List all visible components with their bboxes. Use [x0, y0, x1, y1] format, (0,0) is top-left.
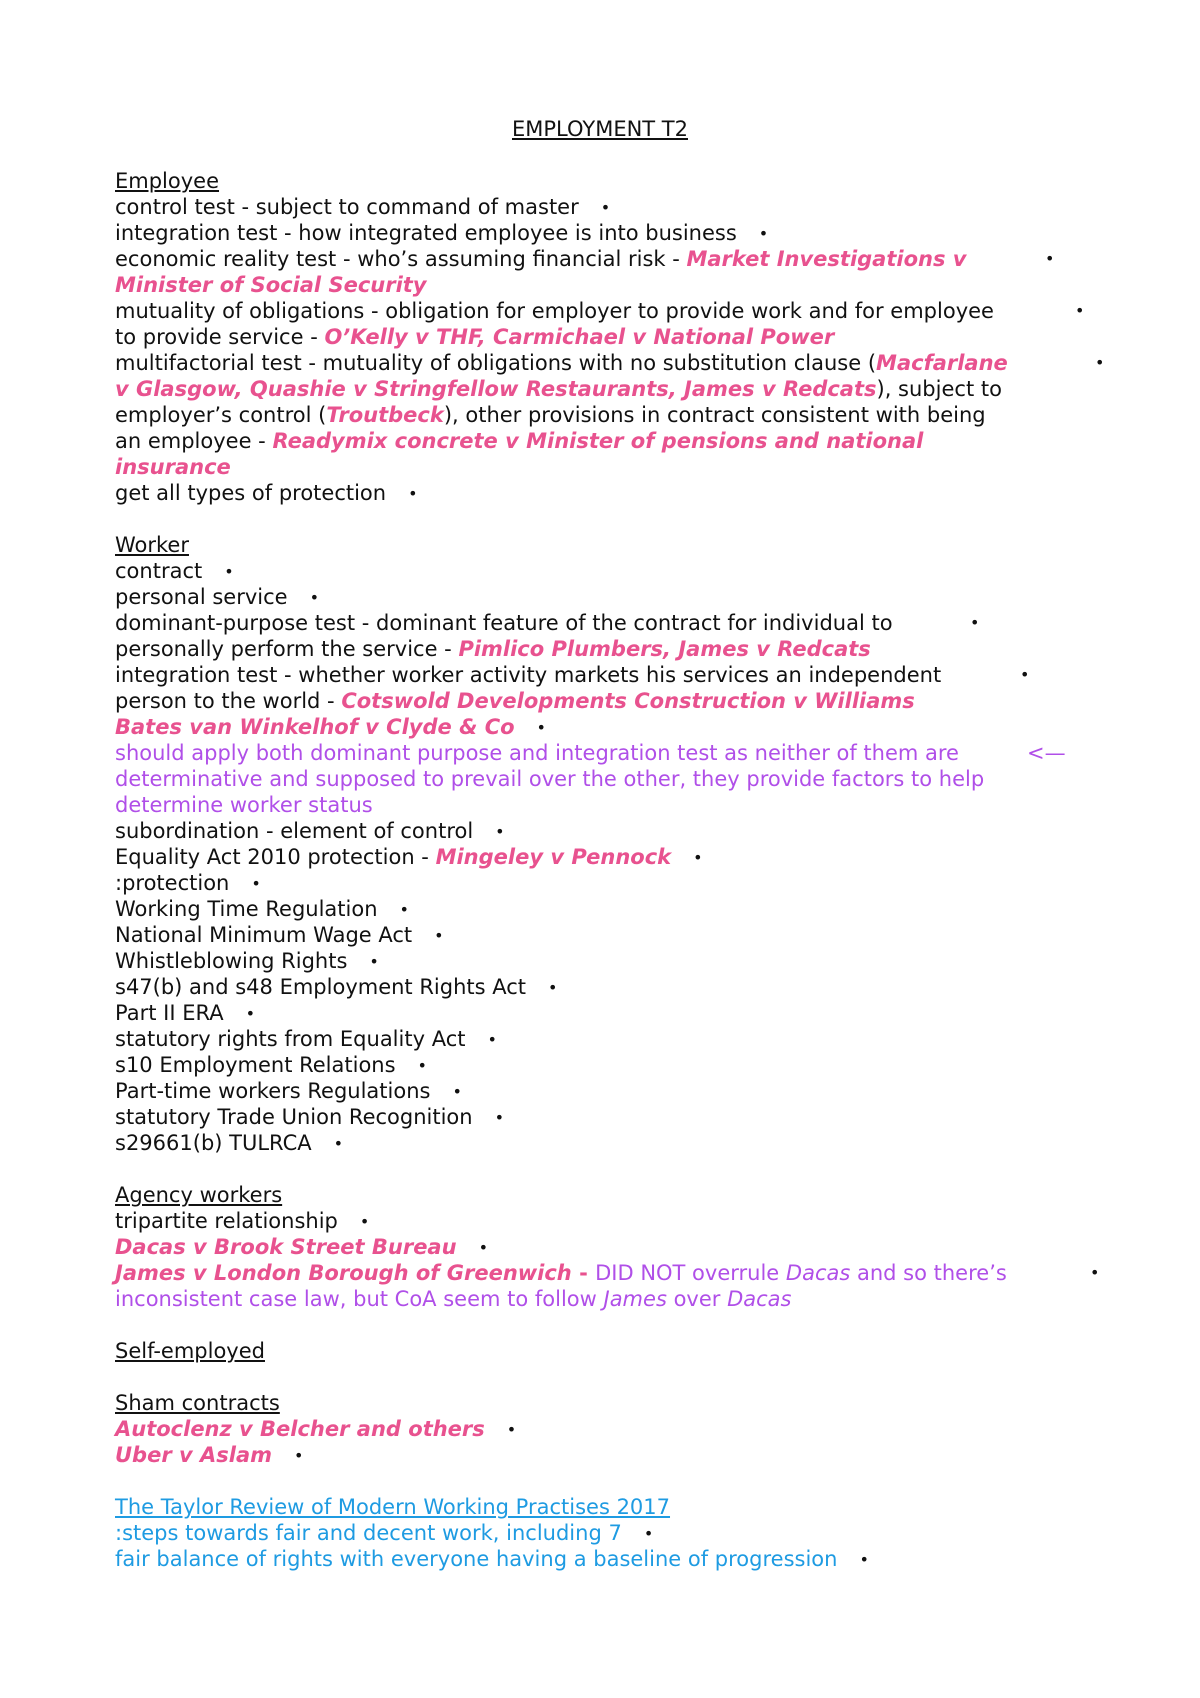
bullet-icon: •: [309, 588, 320, 607]
taylor-balance: fair balance of rights with everyone having a baseline of progression •: [115, 1547, 869, 1571]
case-citation: Cotswold Developments Construction v Williams: [341, 689, 915, 713]
case-citation: Mingeley v Pennock: [435, 845, 672, 869]
bullet-icon: •: [1090, 1263, 1100, 1282]
agency-james: James v London Borough of Greenwich - DID NOT overrule Dacas and so there’s •: [115, 1261, 1100, 1285]
case-citation: Uber v Aslam: [115, 1443, 272, 1467]
case-citation: insurance: [115, 455, 231, 479]
case-citation: Macfarlane: [876, 351, 1008, 375]
list-item: Part-time workers Regulations •: [115, 1079, 462, 1103]
sham-autoclenz: [115, 1416, 1075, 1442]
employee-mutuality: mutuality of obligations - obligation for employer to provide work and for employee •: [115, 299, 1085, 323]
list-item: s47(b) and s48 Employment Rights Act •: [115, 975, 558, 999]
list-item: statutory Trade Union Recognition •: [115, 1105, 505, 1129]
worker-subordination: subordination - element of control •: [115, 819, 505, 843]
bullet-icon: •: [494, 1108, 505, 1127]
bullet-icon: •: [536, 718, 546, 737]
bullet-icon: •: [758, 224, 769, 243]
bullet-icon: •: [417, 1056, 427, 1075]
worker-note-line-2: determinative and supposed to prevail over the other, they provide factors to help: [115, 767, 985, 791]
self-employed-heading: Self-employed: [115, 1339, 265, 1363]
arrow-left-icon: <—: [1027, 741, 1066, 765]
case-citation: Minister of Social Security: [115, 273, 427, 297]
bullet-icon: •: [970, 613, 980, 632]
case-citation: Bates van Winkelhof v Clyde & Co: [115, 715, 515, 739]
list-item: Whistleblowing Rights •: [115, 949, 379, 973]
bullet-icon: •: [1045, 249, 1055, 268]
list-item: Working Time Regulation •: [115, 897, 409, 921]
employee-control-test: control test - subject to command of master •: [115, 195, 611, 219]
bullet-icon: •: [294, 1446, 304, 1465]
list-item: s29661(b) TULRCA •: [115, 1131, 344, 1155]
bullet-icon: •: [600, 198, 611, 217]
bullet-icon: •: [859, 1550, 869, 1569]
bullet-icon: •: [369, 952, 379, 971]
document-body: [115, 168, 1105, 1572]
case-citation: Autoclenz v Belcher and others: [115, 1417, 485, 1441]
bullet-icon: •: [245, 1004, 256, 1023]
document-title: EMPLOYMENT T2: [512, 117, 688, 141]
bullet-icon: •: [251, 874, 261, 893]
employee-economic-case: [115, 272, 1075, 298]
agency-heading: Agency workers: [115, 1183, 283, 1207]
bullet-icon: •: [399, 900, 409, 919]
case-citation: James v London Borough of Greenwich: [115, 1261, 572, 1285]
worker-integration-case: person to the world - Cotswold Developments Construction v Williams: [115, 689, 915, 713]
worker-protection-label: :protection •: [115, 871, 261, 895]
taylor-heading: The Taylor Review of Modern Working Practises 2017: [115, 1495, 671, 1519]
list-item: Part II ERA •: [115, 1001, 256, 1025]
employee-control: employer’s control (Troutbeck), other provisions in contract consistent with being: [115, 403, 986, 427]
case-citation: Dacas v Brook Street Bureau: [115, 1235, 457, 1259]
bullet-icon: •: [487, 1030, 497, 1049]
case-citation: Readymix concrete v Minister of pensions and national: [272, 429, 924, 453]
worker-personal-service: personal service •: [115, 585, 320, 609]
case-citation: Pimlico Plumbers, James v Redcats: [458, 637, 871, 661]
bullet-icon: •: [359, 1212, 370, 1231]
worker-contract: contract •: [115, 559, 234, 583]
taylor-steps: :steps towards fair and decent work, including 7 •: [115, 1521, 654, 1545]
worker-dominant-cases: personally perform the service - Pimlico Plumbers, James v Redcats: [115, 637, 871, 661]
bullet-icon: •: [495, 822, 505, 841]
employee-multifactorial: multifactorial test - mutuality of obligations with no substitution clause (Macfarlane •: [115, 351, 1105, 375]
case-citation: Troutbeck: [326, 403, 444, 427]
bullet-icon: •: [408, 484, 418, 503]
case-citation: v Glasgow, Quashie v Stringfellow Restaurants, James v Redcats: [115, 377, 877, 401]
worker-integration: integration test - whether worker activity markets his services an independent •: [115, 663, 1030, 687]
bullet-icon: •: [224, 562, 234, 581]
employee-economic-reality: economic reality test - who’s assuming financial risk - Market Investigations v •: [115, 247, 1055, 271]
agency-tripartite: tripartite relationship •: [115, 1209, 370, 1233]
bullet-icon: •: [1075, 301, 1085, 320]
employee-readymix-cont: [115, 454, 1075, 480]
employee-heading: Employee: [115, 169, 220, 193]
bullet-icon: •: [478, 1238, 488, 1257]
employee-multifactorial-cases: v Glasgow, Quashie v Stringfellow Restaurants, James v Redcats), subject to: [115, 377, 1002, 401]
list-item: National Minimum Wage Act •: [115, 923, 444, 947]
bullet-icon: •: [434, 926, 444, 945]
bullet-icon: •: [452, 1082, 462, 1101]
bullet-icon: •: [548, 978, 558, 997]
worker-heading: Worker: [115, 533, 189, 557]
bullet-icon: •: [333, 1134, 344, 1153]
worker-note-line-1: should apply both dominant purpose and integration test as neither of them are <—: [115, 741, 1066, 765]
bullet-icon: •: [1020, 665, 1030, 684]
employee-mutuality-cases: to provide service - O’Kelly v THF, Carmichael v National Power: [115, 325, 835, 349]
employee-protection: get all types of protection •: [115, 481, 418, 505]
worker-dominant-purpose: dominant-purpose test - dominant feature of the contract for individual to •: [115, 611, 980, 635]
sham-heading: Sham contracts: [115, 1391, 280, 1415]
case-citation: O’Kelly v THF, Carmichael v National Power: [324, 325, 835, 349]
list-item: s10 Employment Relations •: [115, 1053, 427, 1077]
bullet-icon: •: [1095, 353, 1105, 372]
worker-note-line-3: determine worker status: [115, 793, 373, 817]
employee-readymix: an employee - Readymix concrete v Minister of pensions and national: [115, 429, 924, 453]
sham-uber: [115, 1442, 1075, 1468]
list-item: statutory rights from Equality Act •: [115, 1027, 497, 1051]
bullet-icon: •: [506, 1420, 517, 1439]
worker-equality: Equality Act 2010 protection - Mingeley v Pennock •: [115, 845, 703, 869]
agency-dacas: [115, 1234, 1075, 1260]
agency-james-note: inconsistent case law, but CoA seem to follow James over Dacas: [115, 1287, 792, 1311]
bullet-icon: •: [643, 1524, 654, 1543]
worker-bates: [115, 714, 1075, 740]
bullet-icon: •: [693, 848, 703, 867]
employee-integration-test: integration test - how integrated employee is into business •: [115, 221, 769, 245]
case-citation: Market Investigations v: [686, 247, 967, 271]
